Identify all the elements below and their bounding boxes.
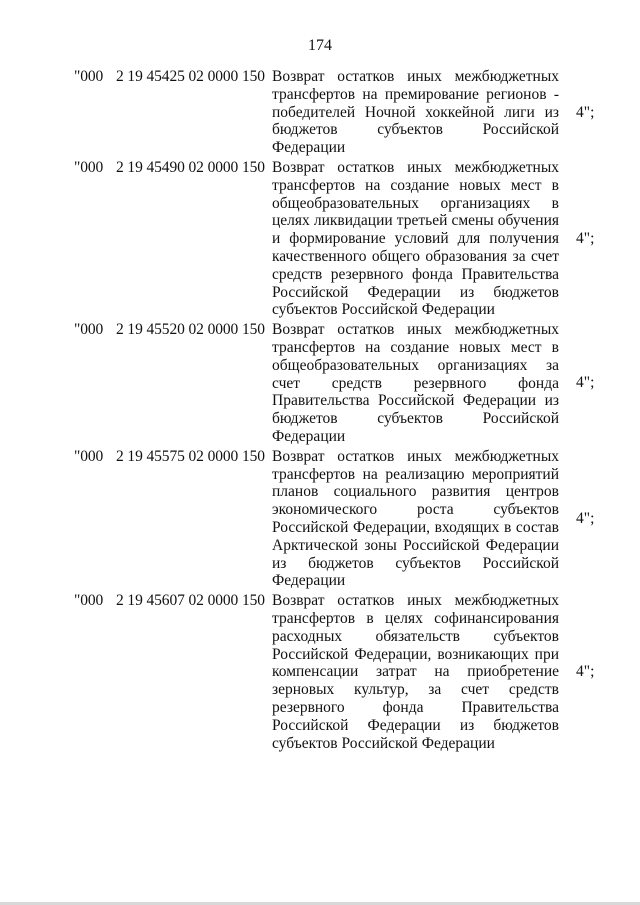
code-suffix: 4"; <box>576 103 595 121</box>
code-number: 2 19 45575 02 0000 150 <box>116 447 265 465</box>
list-item <box>0 448 640 590</box>
budget-code <box>0 592 272 610</box>
code-prefix: "000 <box>74 447 104 465</box>
code-number: 2 19 45490 02 0000 150 <box>116 159 265 176</box>
code-number: 2 19 45520 02 0000 150 <box>116 321 265 339</box>
list-item <box>0 321 640 446</box>
code-description: Возврат остатков иных межбюджетных трансфертов на создание новых мест в общеобразовательных организациях в целях ликвидации третьей смены обучения и формирование условий для получения качественного общего образования за счет средств резервного фонда Правительства Российской Федерации из бюджетов субъектов Российской Федерации <box>272 159 559 319</box>
code-description: Возврат остатков иных межбюджетных трансфертов на реализацию мероприятий планов социального развития центров экономического роста субъектов Российской Федерации, входящих в состав Арктической зоны Российской Федерации из бюджетов субъектов Российской Федерации <box>272 447 559 590</box>
code-suffix: 4"; <box>576 663 595 681</box>
budget-code <box>0 68 272 86</box>
budget-code <box>0 448 272 466</box>
page-number: 174 <box>308 37 332 54</box>
code-suffix: 4"; <box>576 510 595 528</box>
code-prefix: "000 <box>74 159 104 176</box>
budget-code-list <box>0 68 640 752</box>
code-suffix: 4"; <box>576 374 595 392</box>
code-prefix: "000 <box>74 592 104 610</box>
budget-code <box>0 159 272 177</box>
code-number: 2 19 45607 02 0000 150 <box>116 592 265 610</box>
code-description: Возврат остатков иных межбюджетных трансфертов на премирование регионов - победителей Ночной хоккейной лиги из бюджетов субъектов Российской Федерации <box>272 68 559 157</box>
code-suffix: 4"; <box>576 230 595 248</box>
code-description: Возврат остатков иных межбюджетных трансфертов на создание новых мест в общеобразовательных организациях за счет средств резервного фонда Правительства Российской Федерации из бюджетов субъектов Российской Федерации <box>272 321 559 445</box>
list-item <box>0 159 640 319</box>
list-item <box>0 592 640 752</box>
list-item <box>0 68 640 157</box>
code-number: 2 19 45425 02 0000 150 <box>116 68 265 85</box>
code-description: Возврат остатков иных межбюджетных трансфертов в целях софинансирования расходных обязательств субъектов Российской Федерации, возникающих при компенсации затрат на приобретение зерновых культур, за счет средств резервного фонда Правительства Российской Федерации из бюджетов субъектов Российской Федерации <box>272 592 559 752</box>
budget-code <box>0 321 272 339</box>
code-prefix: "000 <box>74 321 104 339</box>
code-prefix: "000 <box>74 68 104 85</box>
